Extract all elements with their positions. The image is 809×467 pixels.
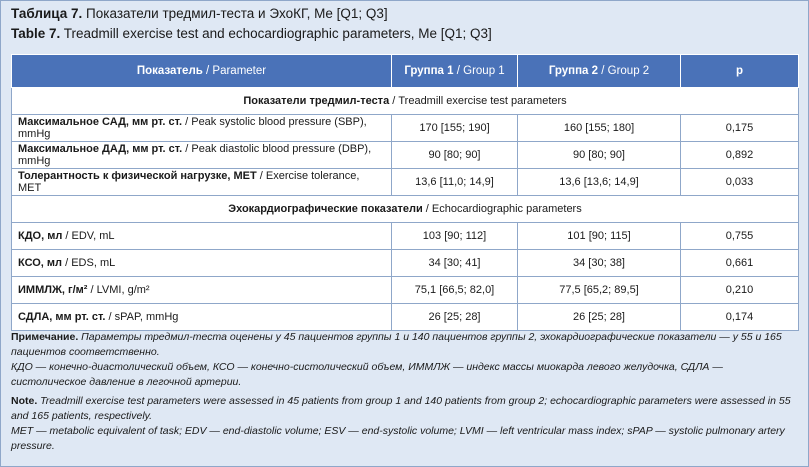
- cell-group2: 26 [25; 28]: [518, 304, 681, 331]
- header-group2: Группа 2 / Group 2: [518, 55, 681, 88]
- caption-en-text: Treadmill exercise test and echocardiographic parameters, Me [Q1; Q3]: [63, 26, 492, 41]
- header-p: p: [681, 55, 799, 88]
- cell-parameter: Толерантность к физической нагрузке, МЕТ / Exercise tolerance, MET: [12, 169, 392, 196]
- cell-parameter: Максимальное САД, мм рт. ст. / Peak systolic blood pressure (SBP), mmHg: [12, 115, 392, 142]
- note-ru-label: Примечание.: [11, 331, 79, 343]
- caption-ru-label: Таблица 7.: [11, 6, 83, 21]
- caption-en-label: Table 7.: [11, 26, 61, 41]
- cell-group1: 34 [30; 41]: [392, 250, 518, 277]
- table-row: [12, 115, 799, 142]
- cell-p: 0,174: [681, 304, 799, 331]
- cell-p: 0,892: [681, 142, 799, 169]
- cell-group2: 34 [30; 38]: [518, 250, 681, 277]
- cell-parameter: СДЛА, мм рт. ст. / sPAP, mmHg: [12, 304, 392, 331]
- cell-group2: 160 [155; 180]: [518, 115, 681, 142]
- note-en-label: Note.: [11, 395, 38, 407]
- header-group1: Группа 1 / Group 1: [392, 55, 518, 88]
- cell-p: 0,175: [681, 115, 799, 142]
- table-row: [12, 304, 799, 331]
- table-body: [12, 88, 799, 331]
- table-row: [12, 277, 799, 304]
- table-row: [12, 169, 799, 196]
- cell-p: 0,210: [681, 277, 799, 304]
- cell-parameter: ИММЛЖ, г/м² / LVMI, g/m²: [12, 277, 392, 304]
- data-table: [11, 54, 799, 331]
- cell-group1: 13,6 [11,0; 14,9]: [392, 169, 518, 196]
- section-title: Показатели тредмил-теста / Treadmill exercise test parameters: [12, 88, 799, 115]
- note-ru: [11, 330, 796, 390]
- note-en-abbreviations: MET — metabolic equivalent of task; EDV — end-diastolic volume; ESV — end-systolic volume; LVMI — left ventricular mass index; sPAP — systolic pulmonary artery pressure.: [11, 425, 785, 452]
- cell-parameter: Максимальное ДАД, мм рт. ст. / Peak diastolic blood pressure (DBP), mmHg: [12, 142, 392, 169]
- note-ru-abbreviations: КДО — конечно-диастолический объем, КСО — конечно-систолический объем, ИММЛЖ — индекс массы миокарда левого желудочка, СДЛА — систолическое давление в легочной артерии.: [11, 361, 723, 388]
- cell-parameter: КДО, мл / EDV, mL: [12, 223, 392, 250]
- cell-group1: 75,1 [66,5; 82,0]: [392, 277, 518, 304]
- cell-parameter: КСО, мл / EDS, mL: [12, 250, 392, 277]
- cell-group2: 101 [90; 115]: [518, 223, 681, 250]
- note-en-paragraph: Note. Treadmill exercise test parameters were assessed in 45 patients from group 1 and 140 patients from group 2; echocardiographic parameters were assessed in 55 and 165 patients, respectively.: [11, 395, 791, 422]
- cell-group1: 90 [80; 90]: [392, 142, 518, 169]
- note-en: [11, 394, 796, 454]
- cell-group1: 103 [90; 112]: [392, 223, 518, 250]
- section-row: [12, 88, 799, 115]
- cell-group1: 170 [155; 190]: [392, 115, 518, 142]
- cell-p: 0,755: [681, 223, 799, 250]
- section-title: Эхокардиографические показатели / Echocardiographic parameters: [12, 196, 799, 223]
- note-ru-paragraph: Примечание. Параметры тредмил-теста оценены у 45 пациентов группы 1 и 140 пациентов группы 2, эхокардиографические показатели — у 55 и 165 пациентов соответственно.: [11, 331, 782, 358]
- cell-p: 0,033: [681, 169, 799, 196]
- header-row: [12, 55, 799, 88]
- section-row: [12, 196, 799, 223]
- caption-en: [11, 26, 492, 42]
- cell-group2: 77,5 [65,2; 89,5]: [518, 277, 681, 304]
- caption-ru-text: Показатели тредмил-теста и ЭхоКГ, Me [Q1; Q3]: [86, 6, 388, 21]
- cell-p: 0,661: [681, 250, 799, 277]
- cell-group1: 26 [25; 28]: [392, 304, 518, 331]
- table-row: [12, 250, 799, 277]
- caption-ru: [11, 6, 388, 22]
- header-parameter: Показатель / Parameter: [12, 55, 392, 88]
- table-row: [12, 223, 799, 250]
- cell-group2: 13,6 [13,6; 14,9]: [518, 169, 681, 196]
- table-row: [12, 142, 799, 169]
- cell-group2: 90 [80; 90]: [518, 142, 681, 169]
